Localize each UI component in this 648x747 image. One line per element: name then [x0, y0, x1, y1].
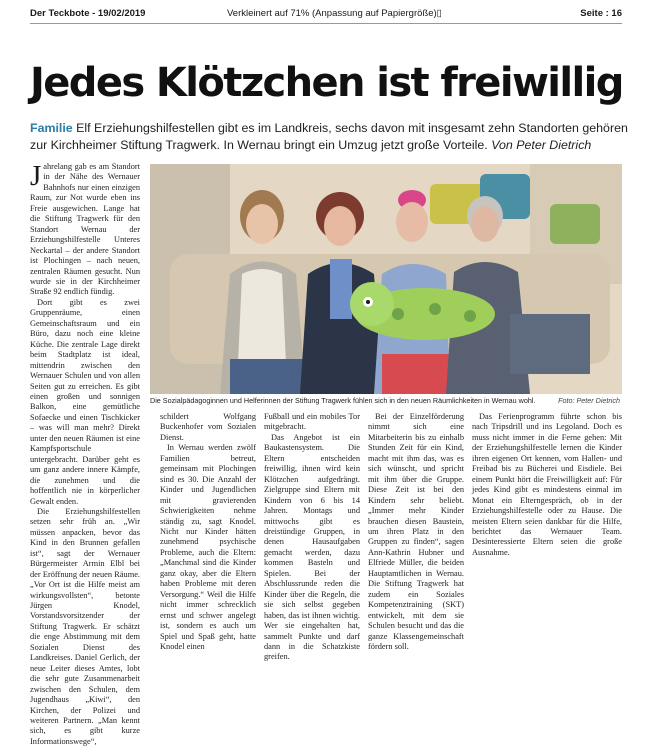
group-photo — [150, 164, 622, 394]
paragraph: Fußball und ein mobiles Tor mitgebracht. — [264, 412, 360, 432]
photo-caption — [150, 395, 622, 407]
page-header — [30, 6, 622, 22]
article-title: Jedes Klötzchen ist freiwillig — [30, 60, 623, 106]
paragraph: Das Angebot ist ein Baukastensystem. Die Eltern entscheiden freiwillig, ihnen wird kein Klötzchen aufgedrängt. Zielgruppe sind Eltern mit Kindern von 6 bis 14 Jahren. Montags und mittwochs gibt es dreistündige Gruppen, in denen Hausaufgaben gemacht werden, dazu kommen Basteln und Spielen. Bei der Abschlussrunde reden die Kinder über die Regeln, die sie sich selbst gegeben haben, das ist ihnen wichtig. Wer sie eingehalten hat, sammelt Punkte und darf dann in die Schatzkiste greifen. — [264, 432, 360, 662]
paragraph: Bei der Einzelförderung nimmt sich eine Mitarbeiterin bis zu einhalb Stunden Zeit für ein Kind, macht mit ihm das, was es sich wünscht, und spricht mit ihm über die Gruppe. Diese Zeit ist bei den Kindern sehr beliebt. „Immer mehr Kinder brauchen diesen Baustein, um ihren Platz in den Gruppen zu finden“, sagen Ann-Kathrin Hubner und Elfriede Müller, die beiden Hauptamtlichen in Wernau. Die Stiftung Tragwerk hat zudem ein Soziales Kompetenztraining (SKT) entwickelt, mit dem sie Schulen besucht und das die ganze Klassengemeinschaft fördern soll. — [368, 412, 464, 651]
caption-text: Die Sozialpädagoginnen und Helferinnen der Stiftung Tragwerk fühlen sich in den neuen Räumlichkeiten in Wernau wohl. — [150, 396, 536, 405]
text-column-4 — [368, 412, 464, 652]
drop-cap: J — [30, 160, 42, 192]
text-column-5 — [472, 412, 622, 558]
publication-date: Der Teckbote - 19/02/2019 — [30, 8, 146, 19]
author-byline: Von Peter Dietrich — [491, 138, 592, 152]
photo-illustration — [150, 164, 622, 394]
page-number: Seite : 16 — [580, 8, 622, 19]
photo-credit: Foto: Peter Dietrich — [558, 396, 620, 405]
text-column-2 — [160, 412, 256, 652]
paragraph: In Wernau werden zwölf Familien betreut, gemeinsam mit Plochingen sind es 30. Die Anzahl der Kinder und Jugendlichen mit gravierenden Schwierigkeiten nehme ständig zu, sagt Knodel. Nicht nur Kinder hätten zunehmend psychische Probleme, auch die Eltern: „Manchmal sind die Kinder ganz okay, aber die Eltern haben Probleme mit deren Versorgung.“ Weil die Hilfe nicht immer schrecklich ernst und schwer angelegt ist, sondern es auch um Spiel und Spaß geht, hatte Knodel einen — [160, 443, 256, 651]
kicker: Familie — [30, 121, 73, 135]
paragraph: ahrelang gab es am Standort in der Nähe des Wernauer Bahnhofs nur einen einzigen Raum, zur Not wurde eben ins Freie ausgewichen. Lange hat die Stiftung Tragwerk für den Standort Wernau der Erziehungshilfestelle Unteres Neckartal – der andere Standort ist Plochingen – nach neuen, zentralen Räumen gesucht. Nun wurde sie in der Kirchheimer Straße 92 endlich fündig. — [30, 162, 140, 297]
article-lead — [30, 120, 630, 154]
paragraph: schildert Wolfgang Buckenhofer vom Sozialen Dienst. — [160, 412, 256, 442]
paragraph: Dort gibt es zwei Gruppenräume, einen Gemeinschaftsraum und ein Büro, dazu noch eine kleine Küche. Die zentrale Lage direkt beim Stadtplatz ist ideal, mittendrin zwischen den Wernauer Schulen und von allen Seiten gut zu erreichen. Es gibt einen großen und sonnigen Balkon, eine gemütliche Sofaecke und einen Tischkicker – was will man mehr? Direkt unter den neuen Räumen ist eine Kampfsportschule untergebracht. Darüber geht es um ganz andere innere Kämpfe, die zunehmen und die hoffentlich nie in körperlicher Gewalt enden. — [30, 297, 140, 506]
text-column-1 — [30, 162, 140, 747]
scale-note: Verkleinert auf 71% (Anpassung auf Papiergröße)▯ — [227, 8, 442, 19]
paragraph: Die Erziehungshilfestellen setzen sehr früh an. „Wir müssen anpacken, bevor das Kind in den Brunnen gefallen ist“, sagt der Wernauer Bürgermeister Armin Elbl bei der Eröffnung der neuen Räume. „Vor Ort ist die Hilfe meist am wirkungsvollsten“, betonte Jürgen Knodel, Vorstandsvorsitzender der Stiftung Tragwerk. Er schätzt die enge Abstimmung mit dem Sozialen Dienst des Landkreises. Daniel Gerlich, der neue Leiter dieses Amtes, lobt die sehr gute Zusammenarbeit zwischen den Schulen, dem Jugendhaus „Kiwi“, den Kirchen, der Polizei und weiteren Partnern. „Man kennt sich, es gibt kurze Informationswege“, — [30, 506, 140, 746]
text-column-3 — [264, 412, 360, 663]
paragraph: Das Ferienprogramm führte schon bis nach Tripsdrill und ins Legoland. Doch es muss nicht immer in die Ferne gehen: Mit der Erziehungshilfestelle lernen die Kinder ihren eigenen Ort kennen, vom Hallen- und Freibad bis zu Bücherei und Eisdiele. Bei einem Punkt hört die Freiwilligkeit auf: Für jedes Kind gibt es mindestens einmal im Monat ein Elterngespräch, ob in der Erziehungshilfestelle oder zu Hause. Die meisten Eltern seien dankbar für die Hilfe, berichtet das Wernauer Team. Desinteressierte Eltern seien die große Ausnahme. — [472, 412, 622, 557]
header-rule — [30, 23, 622, 24]
lead-text: Elf Erziehungshilfestellen gibt es im Landkreis, sechs davon mit insgesamt zehn Standorten gehören zur Kirchheimer Stiftung Tragwerk. In Wernau bringt ein Umzug jetzt große Vorteile. — [30, 121, 628, 152]
